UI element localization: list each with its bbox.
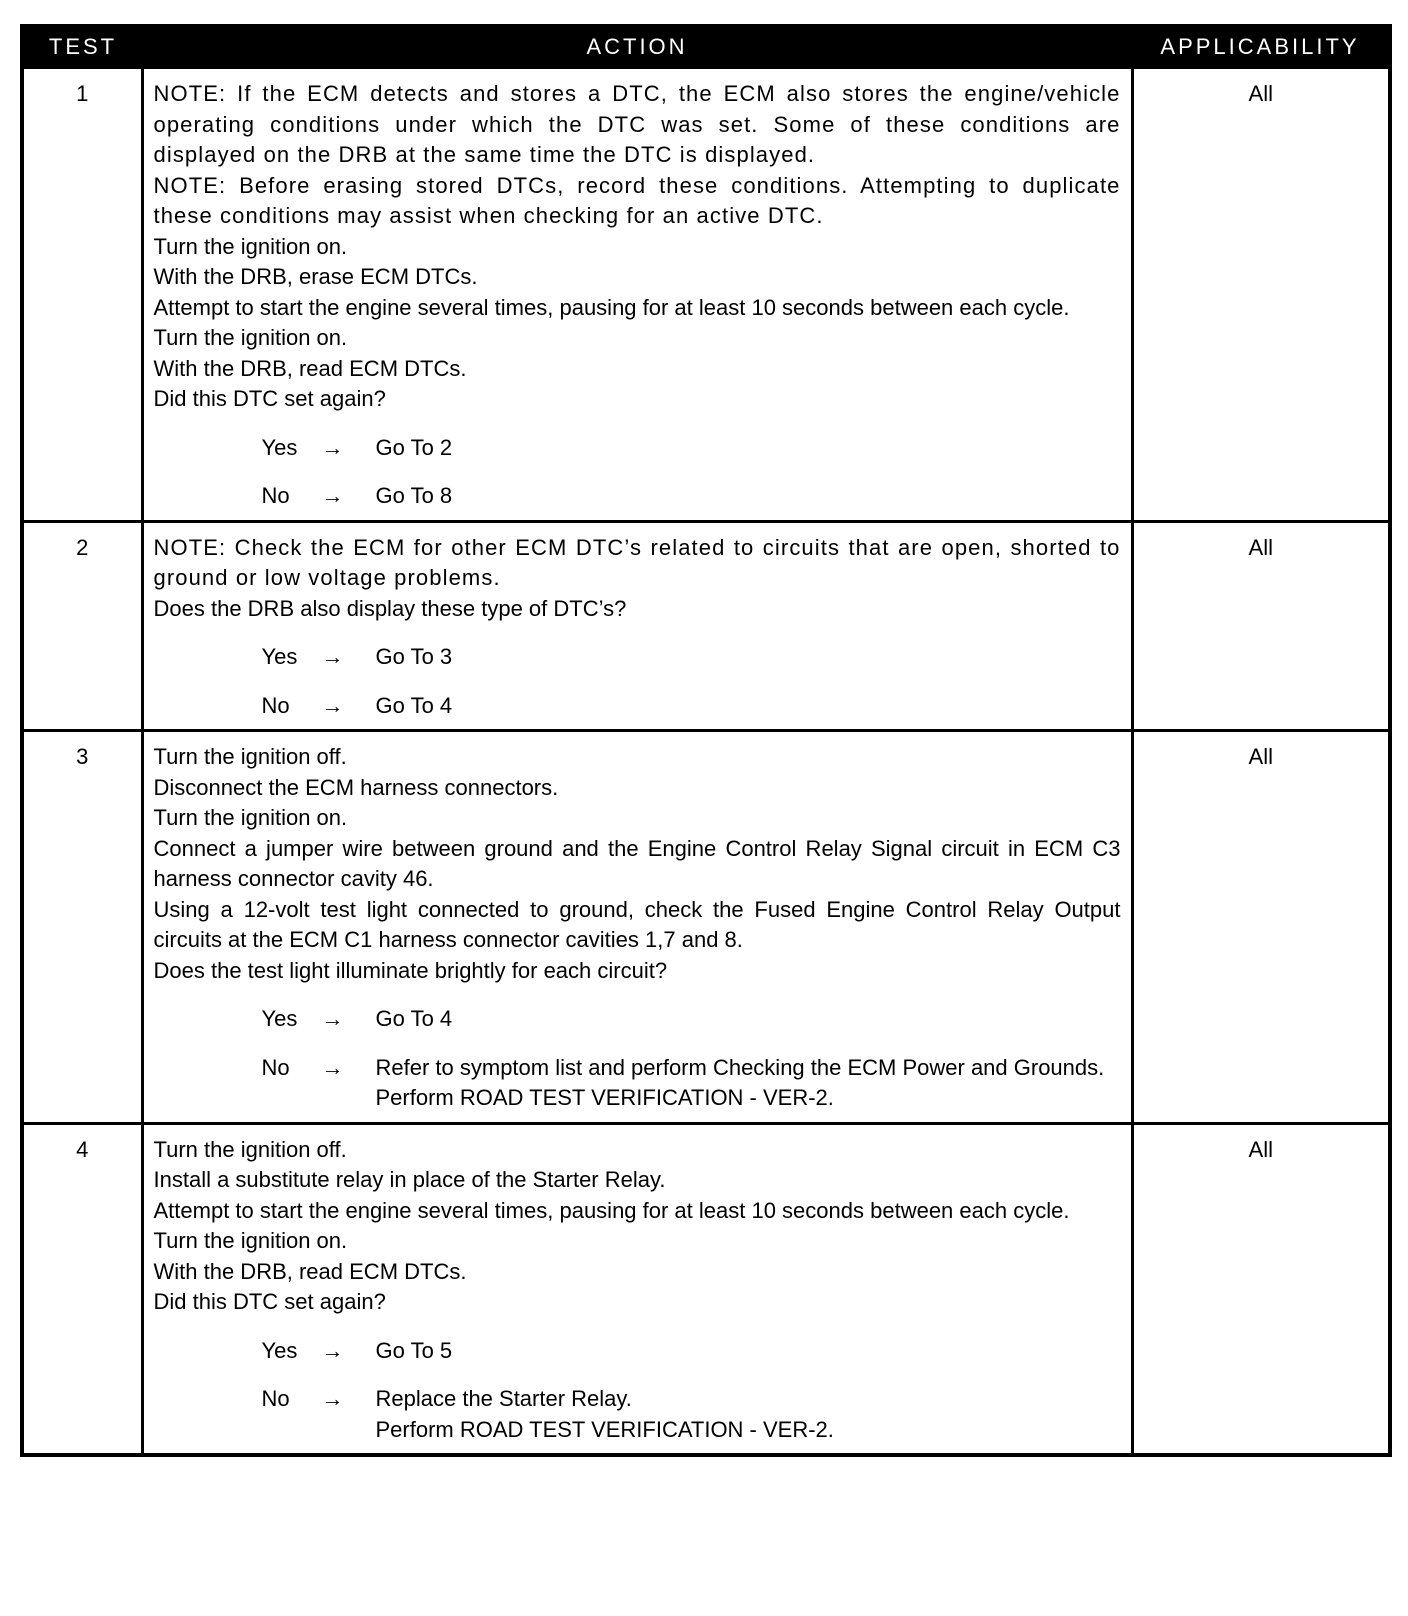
action-cell bbox=[142, 731, 1132, 1124]
action-cell bbox=[142, 68, 1132, 522]
yes-branch bbox=[262, 433, 1121, 464]
right-arrow-icon: → bbox=[321, 483, 344, 508]
action-line: With the DRB, read ECM DTCs. bbox=[153, 1258, 467, 1284]
no-branch bbox=[262, 691, 1121, 722]
no-branch bbox=[262, 1053, 1121, 1114]
action-line: Turn the ignition on. bbox=[153, 805, 348, 830]
yes-result bbox=[376, 1004, 1121, 1035]
result-line: Go To 4 bbox=[375, 1006, 453, 1031]
applicability-value: All bbox=[1132, 68, 1390, 522]
test-row-4 bbox=[22, 1123, 1390, 1455]
right-arrow-icon: → bbox=[321, 644, 344, 669]
action-line: Turn the ignition off. bbox=[153, 1136, 347, 1162]
no-label: No bbox=[261, 1054, 290, 1080]
no-result bbox=[376, 1384, 1121, 1445]
yes-label: Yes bbox=[261, 434, 298, 460]
action-line: Turn the ignition on. bbox=[153, 325, 348, 350]
no-result bbox=[376, 481, 1121, 512]
result-line: Go To 2 bbox=[375, 434, 453, 460]
test-number: 3 bbox=[22, 731, 142, 1124]
no-label: No bbox=[261, 692, 290, 718]
result-line: Go To 3 bbox=[375, 644, 453, 669]
header-test: TEST bbox=[22, 26, 142, 68]
yes-label: Yes bbox=[261, 1337, 298, 1363]
yes-branch bbox=[262, 1336, 1121, 1367]
action-line: Turn the ignition off. bbox=[153, 744, 347, 769]
applicability-value: All bbox=[1132, 731, 1390, 1124]
action-line: Turn the ignition on. bbox=[153, 1228, 348, 1253]
action-line: NOTE: If the ECM detects and stores a DTC, the ECM also stores the engine/vehicle operating conditions under which the DTC was set. Some of these conditions are displayed on the DRB at the same time the DTC is displayed. bbox=[153, 81, 1121, 167]
action-line: Connect a jumper wire between ground and the Engine Control Relay Signal circuit in ECM C3 harness connector cavity 46. bbox=[153, 835, 1121, 891]
yes-result bbox=[376, 642, 1121, 673]
yes-label: Yes bbox=[261, 1006, 298, 1031]
yes-branch bbox=[262, 1004, 1121, 1035]
action-line: With the DRB, read ECM DTCs. bbox=[153, 355, 467, 381]
action-line: Turn the ignition on. bbox=[153, 233, 348, 259]
result-line: Go To 5 bbox=[375, 1337, 453, 1363]
result-line: Replace the Starter Relay. bbox=[375, 1386, 632, 1411]
action-line: Does the DRB also display these type of DTC’s? bbox=[153, 595, 627, 621]
no-result bbox=[376, 691, 1121, 722]
action-line: Install a substitute relay in place of the Starter Relay. bbox=[153, 1167, 666, 1192]
table-header-row bbox=[22, 26, 1390, 68]
test-row-2 bbox=[22, 521, 1390, 731]
action-line: NOTE: Before erasing stored DTCs, record these conditions. Attempting to duplicate these conditions may assist when checking for an active DTC. bbox=[153, 172, 1121, 228]
test-row-1 bbox=[22, 68, 1390, 522]
action-line: Using a 12-volt test light connected to ground, check the Fused Engine Control Relay Output circuits at the ECM C1 harness connector cavities 1,7 and 8. bbox=[153, 896, 1121, 952]
yes-result bbox=[376, 1336, 1121, 1367]
right-arrow-icon: → bbox=[321, 434, 344, 460]
right-arrow-icon: → bbox=[321, 1054, 344, 1080]
test-number: 1 bbox=[22, 68, 142, 522]
header-applicability: APPLICABILITY bbox=[1132, 26, 1390, 68]
no-label: No bbox=[261, 483, 290, 508]
no-branch bbox=[262, 1384, 1121, 1445]
action-cell bbox=[142, 1123, 1132, 1455]
yes-label: Yes bbox=[261, 644, 298, 669]
test-number: 2 bbox=[22, 521, 142, 731]
right-arrow-icon: → bbox=[321, 1006, 344, 1031]
yes-result bbox=[376, 433, 1121, 464]
action-line: With the DRB, erase ECM DTCs. bbox=[153, 264, 478, 289]
yes-branch bbox=[262, 642, 1121, 673]
no-label: No bbox=[261, 1386, 290, 1411]
action-line: NOTE: Check the ECM for other ECM DTC’s related to circuits that are open, shorted to ground or low voltage problems. bbox=[153, 534, 1121, 590]
result-line: Perform ROAD TEST VERIFICATION - VER-2. bbox=[375, 1085, 834, 1110]
right-arrow-icon: → bbox=[321, 692, 344, 718]
action-line: Attempt to start the engine several times, pausing for at least 10 seconds between each cycle. bbox=[153, 294, 1070, 320]
result-line: Go To 4 bbox=[375, 692, 453, 718]
result-line: Refer to symptom list and perform Checking the ECM Power and Grounds. bbox=[375, 1054, 1105, 1080]
test-number: 4 bbox=[22, 1123, 142, 1455]
no-result bbox=[376, 1053, 1121, 1114]
no-branch bbox=[262, 481, 1121, 512]
right-arrow-icon: → bbox=[321, 1386, 344, 1411]
action-line: Did this DTC set again? bbox=[153, 1289, 386, 1314]
header-action: ACTION bbox=[142, 26, 1132, 68]
action-cell bbox=[142, 521, 1132, 731]
action-line: Does the test light illuminate brightly for each circuit? bbox=[153, 957, 668, 983]
table-body bbox=[22, 68, 1390, 1456]
applicability-value: All bbox=[1132, 521, 1390, 731]
action-line: Attempt to start the engine several times, pausing for at least 10 seconds between each cycle. bbox=[153, 1197, 1070, 1223]
result-line: Go To 8 bbox=[375, 483, 453, 508]
action-line: Disconnect the ECM harness connectors. bbox=[153, 774, 559, 800]
right-arrow-icon: → bbox=[321, 1337, 344, 1363]
action-line: Did this DTC set again? bbox=[153, 386, 386, 411]
result-line: Perform ROAD TEST VERIFICATION - VER-2. bbox=[375, 1416, 834, 1442]
test-row-3 bbox=[22, 731, 1390, 1124]
applicability-value: All bbox=[1132, 1123, 1390, 1455]
diagnostic-test-table bbox=[20, 24, 1392, 1457]
